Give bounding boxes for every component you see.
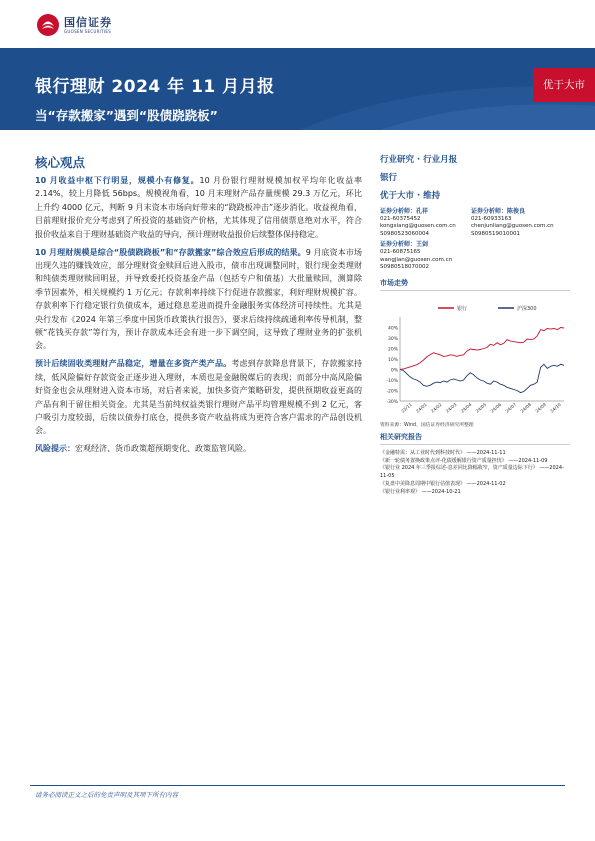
market-trend-svg <box>380 297 570 419</box>
x-tick-label: 24/03 <box>445 402 459 415</box>
footer-divider <box>30 785 565 786</box>
report-title: 银行理财 2024 年 11 月月报 <box>35 77 275 97</box>
related-reports-heading: 相关研究报告 <box>380 432 570 445</box>
x-tick-label: 24/10 <box>549 402 563 415</box>
risk-warning <box>35 442 362 455</box>
related-reports-list <box>380 450 570 497</box>
analyst-cert: S0980518070002 <box>380 264 429 271</box>
paragraph-3 <box>35 357 362 437</box>
x-tick-label: 23/11 <box>400 402 414 415</box>
paragraph-2-text: 9 月底资本市场出现久违的赚钱效应，部分理财资金赎回后进入股市，债市出现调整同时，银行现金类理财和纯债类理财赎回明显，并导致委托投资基金产品（包括专户和债基）大批量赎回，测算除季节因素外，相关规模约 1 万亿元；存款利率持续下行促进存款搬家，利好理财规模扩容。存款利率下行稳定银行负债成本，通过稳息差进而提升金融服务实体经济可持续性。尤其是央行发布《2024 年第三季度中国货币政策执行报告》，要求后续持续疏通利率传导机制，整顿“花钱买存款”等行为，预计存款成本还会有进一步下调空间，这导致了理财业务的扩张机会。 <box>35 247 362 351</box>
report-category: 行业研究 · 行业月报 <box>380 155 458 165</box>
analyst-phone: 021-60933163 <box>471 215 512 222</box>
report-subtitle: 当“存款搬家”遇到“股债跷跷板” <box>35 108 218 123</box>
analyst-list <box>380 208 570 275</box>
x-tick-label: 24/08 <box>520 402 533 415</box>
paragraph-1-text: 10 月份银行理财规模加权平均年化收益率 2.14%，较上月降低 56bps。规模视角看，10 月末理财产品存量规模 29.3 万亿元，环比上升约 4000 亿元，判断 9 月末资本市场向好带来的“跷跷板冲击”逐步消化。收益视角看，目前理财报价充分考虑到了所投资的基础资产价格，尤其体现了信用债票息绝对水平，符合报价收益来自于理财基础资产收益的导向，预计理财收益报价后续整体保持稳定。 <box>35 176 362 239</box>
y-tick-label: 20% <box>387 347 398 353</box>
core-views-body <box>35 174 362 460</box>
analyst-phone: 021-60875165 <box>380 248 421 255</box>
report-banner <box>0 48 595 130</box>
company-logo-icon <box>36 13 60 37</box>
related-report-item[interactable]: 《复盘中美降息周期中银行估值表现》 ——2024-11-02 <box>380 480 506 487</box>
analyst-phone: 021-60375452 <box>380 215 421 222</box>
series-line-csi300 <box>400 364 564 392</box>
company-logo <box>36 13 112 37</box>
analyst-name: 证券分析师：孔祥 <box>380 208 429 215</box>
paragraph-3-text: 考虑到存款降息背景下，存款搬家持续，低风险偏好存款资金正逐步进入理财，本质也是金融脱媒后的表现；而部分中高风险偏好资金也会从理财进入资本市场，对后者来说，加快多资产策略研发，提供预期收益更高的产品有利于留住相关资金。尤其是当前纯权益类银行理财产品平均管理规模不到 2 亿元，客户吸引力度较弱，后续以债券打底仓，提供多资产收益将成为更符合客户需求的产品创设机会。 <box>35 359 363 436</box>
legend-label: 银行 <box>457 305 468 312</box>
paragraph-2-lead: 10 月理财规模是综合“股债跷跷板”和“存款搬家”综合效应后形成的结果。 <box>35 247 306 257</box>
x-tick-label: 24/01 <box>415 402 429 415</box>
y-tick-label: -30% <box>386 399 398 405</box>
related-report-item[interactable]: 《银行业利率观》 ——2024-10-21 <box>380 488 461 495</box>
x-tick-label: 24/02 <box>430 402 444 415</box>
company-name-en: GUOSEN SECURITIES <box>64 28 112 34</box>
sidebar <box>380 155 570 497</box>
series-line-bank <box>400 327 564 369</box>
analyst-card <box>380 241 471 271</box>
industry-rating: 优于大市 · 维持 <box>380 191 441 201</box>
y-tick-label: 30% <box>387 336 398 342</box>
related-report-item[interactable]: 《新一轮债务置换政策点评-化债缓解银行资产质量担忧》 ——2024-11-09 <box>380 457 548 464</box>
analyst-cert: S0980523060004 <box>380 230 429 237</box>
risk-warning-text: 宏观经济、货币政策超预期变化、政策监管风险。 <box>75 444 251 454</box>
rating-badge: 优于大市 <box>533 68 595 102</box>
related-report-item[interactable]: 《银行业 2024 年三季报综述-息差同比降幅收窄，资产质量边际下行》 ——2024-11-05 <box>380 465 564 480</box>
x-tick-label: 24/05 <box>475 402 489 415</box>
analyst-card <box>471 208 570 238</box>
y-tick-label: 40% <box>387 326 398 332</box>
x-tick-label: 24/09 <box>534 402 548 415</box>
y-tick-label: -20% <box>386 389 398 395</box>
market-trend-heading: 市场走势 <box>380 278 570 291</box>
footer-disclaimer: 请务必阅读正文之后的免责声明及其项下所有内容 <box>35 791 178 799</box>
chart-source: 资料来源：Wind、国信证券经济研究所整理 <box>380 422 474 428</box>
risk-warning-lead: 风险提示： <box>35 444 75 454</box>
x-tick-label: 24/06 <box>490 402 503 415</box>
analyst-email[interactable]: wangjian@guosen.com.cn <box>380 256 453 263</box>
company-name-cn: 国信证券 <box>64 15 112 29</box>
analyst-cert: S0980519010001 <box>471 230 520 237</box>
y-tick-label: 10% <box>387 357 398 363</box>
analyst-email[interactable]: kongxiang@guosen.com.cn <box>380 223 456 230</box>
paragraph-1-lead: 10 月收益中枢下行明显，规模小有修复。 <box>35 176 200 185</box>
related-report-item[interactable]: 《金融特需：从工业时代到科技时代》 ——2024-11-11 <box>380 449 506 456</box>
analyst-name: 证券分析师：陈俊良 <box>471 208 526 215</box>
paragraph-3-lead: 预计后续固收类理财产品稳定，增量在多资产类产品。 <box>35 359 232 369</box>
y-tick-label: 0% <box>390 368 398 374</box>
y-tick-label: -10% <box>386 378 398 384</box>
market-trend-chart <box>380 297 570 419</box>
analyst-name: 证券分析师：王剑 <box>380 241 429 249</box>
legend-label: 沪深300 <box>517 305 537 312</box>
paragraph-1 <box>35 174 362 241</box>
industry-name: 银行 <box>380 173 398 183</box>
x-tick-label: 24/04 <box>460 402 474 415</box>
analyst-email[interactable]: chenjunliang@guosen.com.cn <box>471 223 554 230</box>
analyst-card <box>380 208 471 238</box>
paragraph-2 <box>35 246 362 353</box>
x-tick-label: 24/07 <box>505 402 518 415</box>
section-title-core-views: 核心观点 <box>35 155 86 170</box>
